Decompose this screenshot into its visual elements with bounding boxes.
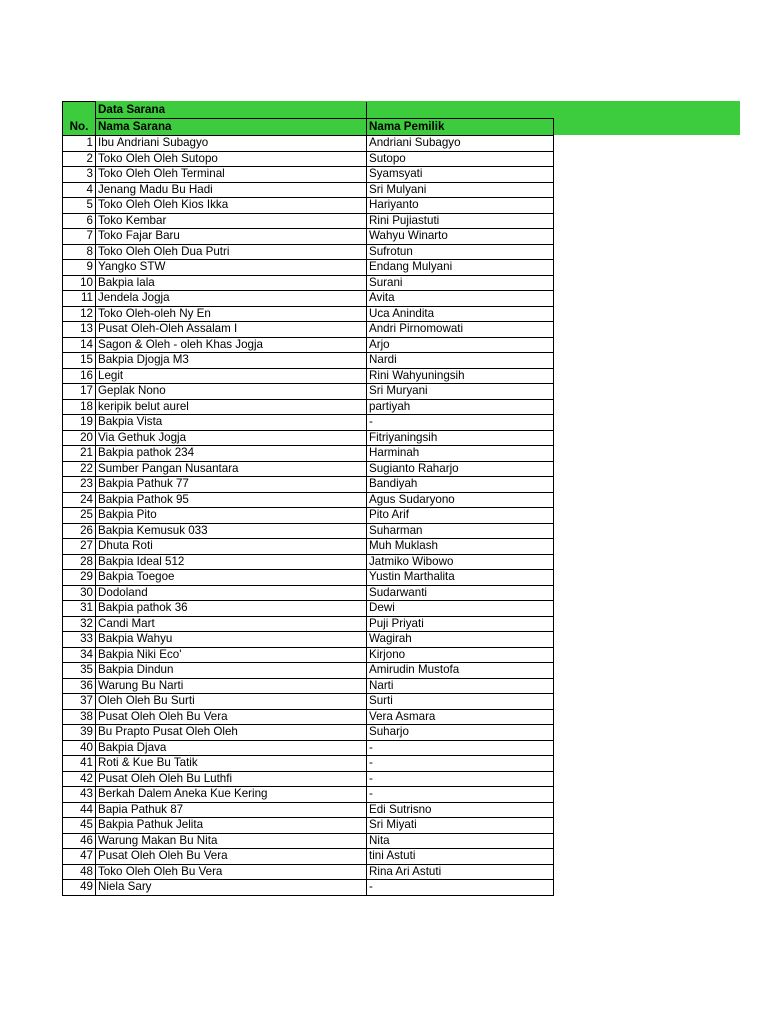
row-number-cell[interactable]: 43 (63, 787, 96, 803)
table-row (63, 678, 554, 694)
table-row (63, 709, 554, 725)
owner-cell[interactable]: - (367, 771, 554, 787)
name-cell[interactable]: Bakpia lala (96, 275, 367, 291)
table-row (63, 291, 554, 307)
row-number-cell[interactable]: 13 (63, 322, 96, 338)
name-cell[interactable]: Bakpia Toegoe (96, 570, 367, 586)
table-row (63, 570, 554, 586)
owner-cell[interactable]: Rina Ari Astuti (367, 864, 554, 880)
table-row (63, 833, 554, 849)
row-number-cell[interactable]: 38 (63, 709, 96, 725)
name-cell[interactable]: Jendela Jogja (96, 291, 367, 307)
owner-cell[interactable]: Sufrotun (367, 244, 554, 260)
owner-cell[interactable]: Harminah (367, 446, 554, 462)
owner-cell[interactable]: Sugianto Raharjo (367, 461, 554, 477)
row-number-cell[interactable]: 36 (63, 678, 96, 694)
table-row (63, 756, 554, 772)
table-row (63, 430, 554, 446)
row-number-cell[interactable]: 6 (63, 213, 96, 229)
name-cell[interactable]: Bakpia Kemusuk 033 (96, 523, 367, 539)
row-number-cell[interactable]: 12 (63, 306, 96, 322)
owner-cell[interactable]: Sri Miyati (367, 818, 554, 834)
table-row (63, 229, 554, 245)
name-cell[interactable]: Candi Mart (96, 616, 367, 632)
owner-cell[interactable]: Narti (367, 678, 554, 694)
row-number-cell[interactable]: 5 (63, 198, 96, 214)
row-number-cell[interactable]: 41 (63, 756, 96, 772)
row-number-cell[interactable]: 15 (63, 353, 96, 369)
row-number-cell[interactable]: 14 (63, 337, 96, 353)
owner-cell[interactable]: Sri Mulyani (367, 182, 554, 198)
owner-cell[interactable]: Wahyu Winarto (367, 229, 554, 245)
header-row (63, 119, 554, 136)
owner-cell[interactable]: Andri Pirnomowati (367, 322, 554, 338)
name-cell[interactable]: Geplak Nono (96, 384, 367, 400)
table-row (63, 647, 554, 663)
name-cell[interactable]: Bakpia Niki Eco' (96, 647, 367, 663)
table-row (63, 306, 554, 322)
name-cell[interactable]: Pusat Oleh Oleh Bu Vera (96, 849, 367, 865)
row-number-cell[interactable]: 34 (63, 647, 96, 663)
row-number-cell[interactable]: 45 (63, 818, 96, 834)
row-number-cell[interactable]: 33 (63, 632, 96, 648)
row-number-cell[interactable]: 19 (63, 415, 96, 431)
name-cell[interactable]: Bakpia Pathuk Jelita (96, 818, 367, 834)
table-row (63, 368, 554, 384)
row-number-cell[interactable]: 30 (63, 585, 96, 601)
table-row (63, 880, 554, 896)
table-row (63, 787, 554, 803)
name-cell[interactable]: Oleh Oleh Bu Surti (96, 694, 367, 710)
row-number-cell[interactable]: 18 (63, 399, 96, 415)
owner-cell[interactable]: Avita (367, 291, 554, 307)
row-number-cell[interactable]: 10 (63, 275, 96, 291)
data-table (62, 101, 554, 896)
name-cell[interactable]: Bakpia Djava (96, 740, 367, 756)
row-number-cell[interactable]: 11 (63, 291, 96, 307)
table-row (63, 322, 554, 338)
name-cell[interactable]: Bakpia Pito (96, 508, 367, 524)
table-row (63, 632, 554, 648)
owner-cell[interactable]: Sutopo (367, 151, 554, 167)
name-cell[interactable]: Toko Oleh-oleh Ny En (96, 306, 367, 322)
table-row (63, 539, 554, 555)
row-number-cell[interactable]: 39 (63, 725, 96, 741)
row-number-cell[interactable]: 37 (63, 694, 96, 710)
owner-cell[interactable]: Hariyanto (367, 198, 554, 214)
owner-cell[interactable]: Surti (367, 694, 554, 710)
owner-cell[interactable]: Fitriyaningsih (367, 430, 554, 446)
row-number-cell[interactable]: 9 (63, 260, 96, 276)
name-cell[interactable]: Toko Fajar Baru (96, 229, 367, 245)
table-row (63, 523, 554, 539)
row-number-cell[interactable]: 20 (63, 430, 96, 446)
name-cell[interactable]: Berkah Dalem Aneka Kue Kering (96, 787, 367, 803)
row-number-cell[interactable]: 24 (63, 492, 96, 508)
row-number-cell[interactable]: 47 (63, 849, 96, 865)
owner-cell[interactable]: Jatmiko Wibowo (367, 554, 554, 570)
column-header-name[interactable]: Nama Sarana (96, 119, 367, 136)
owner-cell[interactable]: - (367, 787, 554, 803)
table-row (63, 244, 554, 260)
column-header-owner[interactable]: Nama Pemilik (367, 119, 554, 136)
row-number-cell[interactable]: 35 (63, 663, 96, 679)
table-row (63, 477, 554, 493)
name-cell[interactable]: Legit (96, 368, 367, 384)
table-row (63, 151, 554, 167)
owner-cell[interactable]: Rini Pujiastuti (367, 213, 554, 229)
owner-cell[interactable]: Rini Wahyuningsih (367, 368, 554, 384)
owner-cell[interactable]: Puji Priyati (367, 616, 554, 632)
row-number-cell[interactable]: 40 (63, 740, 96, 756)
name-cell[interactable]: Bakpia Ideal 512 (96, 554, 367, 570)
owner-cell[interactable]: Nardi (367, 353, 554, 369)
name-cell[interactable]: Dhuta Roti (96, 539, 367, 555)
owner-cell[interactable]: Arjo (367, 337, 554, 353)
name-cell[interactable]: Dodoland (96, 585, 367, 601)
row-number-cell[interactable]: 1 (63, 136, 96, 152)
row-number-cell[interactable]: 48 (63, 864, 96, 880)
table-row (63, 136, 554, 152)
row-number-cell[interactable]: 44 (63, 802, 96, 818)
row-number-cell[interactable]: 26 (63, 523, 96, 539)
name-cell[interactable]: Bu Prapto Pusat Oleh Oleh (96, 725, 367, 741)
name-cell[interactable]: Sagon & Oleh - oleh Khas Jogja (96, 337, 367, 353)
row-number-cell[interactable]: 7 (63, 229, 96, 245)
owner-cell[interactable]: Suharman (367, 523, 554, 539)
owner-cell[interactable]: Uca Anindita (367, 306, 554, 322)
name-cell[interactable]: Ibu Andriani Subagyo (96, 136, 367, 152)
table-row (63, 585, 554, 601)
name-cell[interactable]: Jenang Madu Bu Hadi (96, 182, 367, 198)
row-number-cell[interactable]: 17 (63, 384, 96, 400)
table-row (63, 260, 554, 276)
column-header-no[interactable]: No. (63, 119, 96, 136)
owner-cell[interactable]: Dewi (367, 601, 554, 617)
table-row (63, 864, 554, 880)
name-cell[interactable]: Pusat Oleh-Oleh Assalam I (96, 322, 367, 338)
table-row (63, 446, 554, 462)
owner-cell[interactable]: tini Astuti (367, 849, 554, 865)
name-cell[interactable]: Bakpia Djogja M3 (96, 353, 367, 369)
row-number-cell[interactable]: 2 (63, 151, 96, 167)
owner-cell[interactable]: Edi Sutrisno (367, 802, 554, 818)
name-cell[interactable]: Bakpia Dindun (96, 663, 367, 679)
name-cell[interactable]: Toko Oleh Oleh Sutopo (96, 151, 367, 167)
row-number-cell[interactable]: 32 (63, 616, 96, 632)
owner-cell[interactable]: - (367, 415, 554, 431)
table-title[interactable]: Data Sarana (96, 102, 367, 119)
row-number-cell[interactable]: 27 (63, 539, 96, 555)
row-number-cell[interactable]: 46 (63, 833, 96, 849)
table-row (63, 275, 554, 291)
name-cell[interactable]: Bakpia pathok 36 (96, 601, 367, 617)
table-row (63, 492, 554, 508)
owner-cell[interactable]: Sudarwanti (367, 585, 554, 601)
row-number-cell[interactable]: 31 (63, 601, 96, 617)
name-cell[interactable]: Yangko STW (96, 260, 367, 276)
owner-cell[interactable]: - (367, 880, 554, 896)
table-row (63, 601, 554, 617)
name-cell[interactable]: Bakpia Vista (96, 415, 367, 431)
owner-cell[interactable]: Nita (367, 833, 554, 849)
owner-cell[interactable]: Andriani Subagyo (367, 136, 554, 152)
owner-cell[interactable]: Amirudin Mustofa (367, 663, 554, 679)
table-row (63, 694, 554, 710)
owner-cell[interactable]: Agus Sudaryono (367, 492, 554, 508)
table-row (63, 415, 554, 431)
name-cell[interactable]: Toko Oleh Oleh Dua Putri (96, 244, 367, 260)
table-row (63, 740, 554, 756)
table-row (63, 167, 554, 183)
name-cell[interactable]: keripik belut aurel (96, 399, 367, 415)
name-cell[interactable]: Bakpia Pathok 95 (96, 492, 367, 508)
table-row (63, 725, 554, 741)
owner-cell[interactable]: Syamsyati (367, 167, 554, 183)
table-row (63, 353, 554, 369)
name-cell[interactable]: Warung Makan Bu Nita (96, 833, 367, 849)
name-cell[interactable]: Bakpia Wahyu (96, 632, 367, 648)
row-number-cell[interactable]: 22 (63, 461, 96, 477)
table-row (63, 554, 554, 570)
owner-cell[interactable]: Endang Mulyani (367, 260, 554, 276)
name-cell[interactable]: Bakpia Pathuk 77 (96, 477, 367, 493)
name-cell[interactable]: Sumber Pangan Nusantara (96, 461, 367, 477)
owner-cell[interactable]: - (367, 740, 554, 756)
table-row (63, 616, 554, 632)
owner-cell[interactable]: Vera Asmara (367, 709, 554, 725)
table-row (63, 802, 554, 818)
table-row (63, 337, 554, 353)
name-cell[interactable]: Bakpia pathok 234 (96, 446, 367, 462)
table-row (63, 399, 554, 415)
row-number-cell[interactable]: 28 (63, 554, 96, 570)
row-number-cell[interactable]: 21 (63, 446, 96, 462)
table-row (63, 198, 554, 214)
row-number-cell[interactable]: 42 (63, 771, 96, 787)
name-cell[interactable]: Pusat Oleh Oleh Bu Luthfi (96, 771, 367, 787)
name-cell[interactable]: Bapia Pathuk 87 (96, 802, 367, 818)
name-cell[interactable]: Warung Bu Narti (96, 678, 367, 694)
owner-cell[interactable]: Surani (367, 275, 554, 291)
title-row (63, 102, 554, 119)
title-blank[interactable] (367, 102, 554, 119)
name-cell[interactable]: Toko Kembar (96, 213, 367, 229)
name-cell[interactable]: Toko Oleh Oleh Bu Vera (96, 864, 367, 880)
no-header-top (63, 102, 96, 119)
name-cell[interactable]: Roti & Kue Bu Tatik (96, 756, 367, 772)
row-number-cell[interactable]: 49 (63, 880, 96, 896)
name-cell[interactable]: Toko Oleh Oleh Kios Ikka (96, 198, 367, 214)
owner-cell[interactable]: Sri Muryani (367, 384, 554, 400)
owner-cell[interactable]: Kirjono (367, 647, 554, 663)
table-row (63, 461, 554, 477)
row-number-cell[interactable]: 29 (63, 570, 96, 586)
owner-cell[interactable]: Yustin Marthalita (367, 570, 554, 586)
row-number-cell[interactable]: 3 (63, 167, 96, 183)
table-row (63, 508, 554, 524)
row-number-cell[interactable]: 25 (63, 508, 96, 524)
owner-cell[interactable]: Wagirah (367, 632, 554, 648)
name-cell[interactable]: Via Gethuk Jogja (96, 430, 367, 446)
table-row (63, 771, 554, 787)
owner-cell[interactable]: Muh Muklash (367, 539, 554, 555)
name-cell[interactable]: Pusat Oleh Oleh Bu Vera (96, 709, 367, 725)
owner-cell[interactable]: Pito Arif (367, 508, 554, 524)
table-row (63, 213, 554, 229)
table-row (63, 384, 554, 400)
row-number-cell[interactable]: 23 (63, 477, 96, 493)
table-row (63, 663, 554, 679)
owner-cell[interactable]: Suharjo (367, 725, 554, 741)
owner-cell[interactable]: Bandiyah (367, 477, 554, 493)
row-number-cell[interactable]: 8 (63, 244, 96, 260)
table-row (63, 818, 554, 834)
name-cell[interactable]: Niela Sary (96, 880, 367, 896)
row-number-cell[interactable]: 4 (63, 182, 96, 198)
row-number-cell[interactable]: 16 (63, 368, 96, 384)
owner-cell[interactable]: partiyah (367, 399, 554, 415)
name-cell[interactable]: Toko Oleh Oleh Terminal (96, 167, 367, 183)
owner-cell[interactable]: - (367, 756, 554, 772)
table-row (63, 182, 554, 198)
table-row (63, 849, 554, 865)
